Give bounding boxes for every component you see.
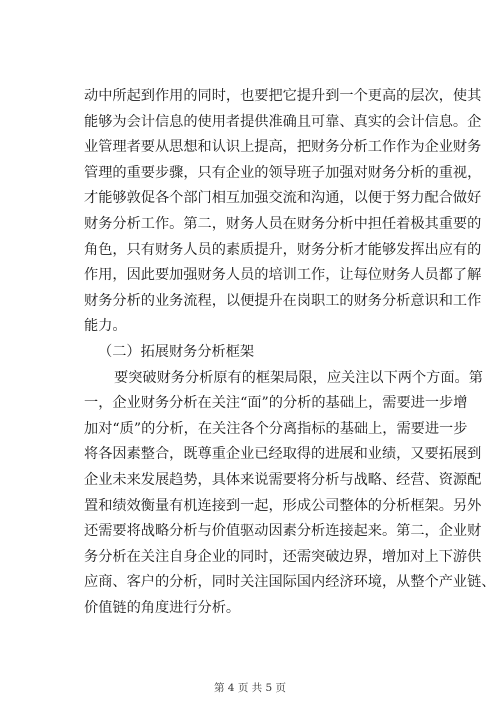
text-line: 将各因素整合，既尊重企业已经取得的进展和业绩，又要拓展到: [84, 446, 482, 463]
text-line: 财务分析工作。第二，财务人员在财务分析中担任着极其重要的: [84, 215, 482, 232]
text-line: 财务分析的业务流程，以便提升在岗职工的财务分析意识和工作: [84, 292, 482, 309]
text-line: 应商、客户的分析，同时关注国际国内经济环境，从整个产业链、: [84, 574, 496, 591]
text-line: 还需要将战略分析与价值驱动因素分析连接起来。第二，企业财: [84, 523, 482, 540]
text-line: 一，企业财务分析在关注“面”的分析的基础上，需要进一步增: [84, 395, 468, 412]
text-line: 业管理者要从思想和认识上提高，把财务分析工作作为企业财务: [84, 139, 482, 156]
text-line: 企业未来发展趋势，具体来说需要将分析与战略、经营、资源配: [84, 471, 482, 488]
text-line: 务分析在关注自身企业的同时，还需突破边界，增加对上下游供: [84, 548, 482, 565]
text-line: 才能够敦促各个部门相互加强交流和沟通，以便于努力配合做好: [84, 190, 482, 207]
body-text: [84, 84, 496, 621]
text-line: 能够为会计信息的使用者提供准确且可靠、真实的会计信息。企: [84, 113, 482, 130]
text-line: 角色，只有财务人员的素质提升，财务分析才能够发挥出应有的: [84, 241, 482, 258]
section-heading: （二）拓展财务分析框架: [98, 343, 255, 360]
text-line: 管理的重要步骤，只有企业的领导班子加强对财务分析的重视，: [84, 164, 482, 181]
text-line: 要突破财务分析原有的框架局限，应关注以下两个方面。第: [114, 369, 483, 386]
text-line: 价值链的角度进行分析。: [84, 599, 241, 616]
page-number-footer: 第 4 页 共 5 页: [213, 682, 287, 694]
text-line: 加对“质”的分析，在关注各个分离指标的基础上，需要进一步: [84, 420, 468, 437]
text-line: 作用，因此要加强财务人员的培训工作，让每位财务人员都了解: [84, 267, 482, 284]
text-line: 置和绩效衡量有机连接到一起，形成公司整体的分析框架。另外: [84, 497, 482, 514]
text-line: 能力。: [84, 318, 127, 335]
text-line: 动中所起到作用的同时，也要把它提升到一个更高的层次，使其: [84, 88, 482, 104]
